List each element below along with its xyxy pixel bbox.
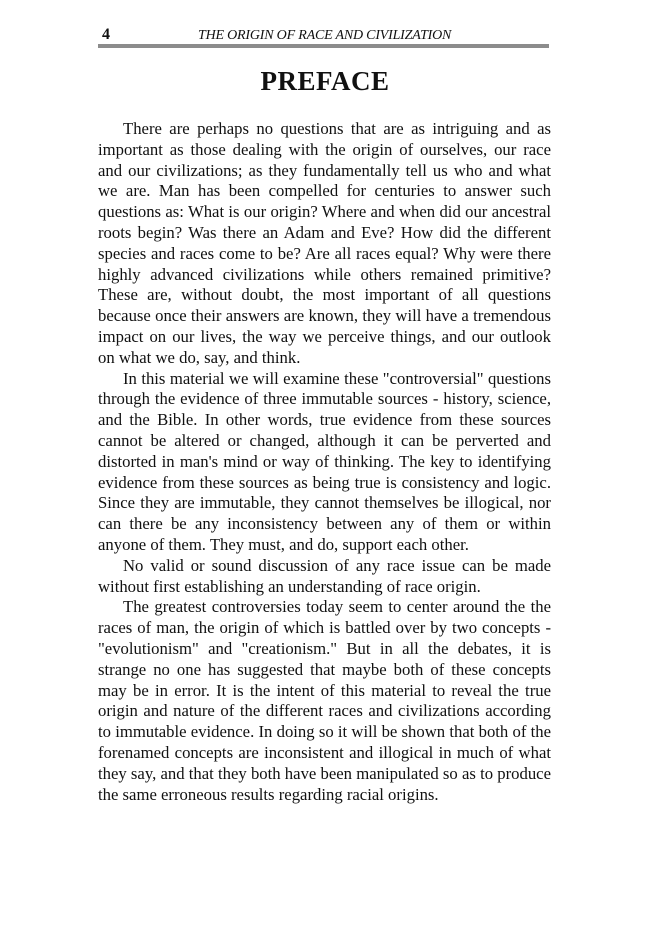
running-header bbox=[98, 26, 548, 46]
paragraph-1: There are perhaps no questions that are as intriguing and as important as those dealing with the origin of ourselves, our race and our civilizations; as they fundamentally tell us who and what we are. Man has been compelled for centuries to answer such questions as: What is our origin? Where and when did our ancestral roots begin? Was there an Adam and Eve? How did the different species and races come to be? Are all races equal? Why were there highly advanced civilizations while others remained primitive? These are, without doubt, the most important of all questions because once their answers are known, they will have a tremendous impact on our lives, the way we perceive things, and our outlook on what we do, say, and think. bbox=[98, 119, 551, 367]
paragraph-3: No valid or sound discussion of any race issue can be made without first establishing an understanding of race origin. bbox=[98, 555, 551, 596]
page-number: 4 bbox=[102, 26, 110, 43]
paragraph-2: In this material we will examine these "controversial" questions through the evidence of three immutable sources - history, science, and the Bible. In other words, true evidence from these sources cannot be altered or changed, although it can be perverted and distorted in man's mind or way of thinking. The key to identifying evidence from these sources as being true is consistency and logic. Since they are immutable, they cannot themselves be illogical, nor can there be any inconsistency between any of them or within anyone of them. They must, and do, support each other. bbox=[98, 368, 551, 554]
body-text bbox=[98, 119, 551, 805]
running-book-title: THE ORIGIN OF RACE AND CIVILIZATION bbox=[198, 28, 452, 43]
header-rule bbox=[98, 44, 549, 48]
chapter-title: PREFACE bbox=[260, 66, 390, 96]
paragraph-4: The greatest controversies today seem to center around the the races of man, the origin of which is battled over by two concepts - "evolutionism" and "creationism." But in all the debates, it is strange no one has suggested that maybe both of these concepts may be in error. It is the intent of this material to reveal the true origin and nature of the different races and civilizations according to immutable evidence. In doing so it will be shown that both of the forenamed concepts are inconsistent and illogical in much of what they say, and that they both have been manipulated so as to produce the same erroneous results regarding racial origins. bbox=[98, 597, 551, 804]
